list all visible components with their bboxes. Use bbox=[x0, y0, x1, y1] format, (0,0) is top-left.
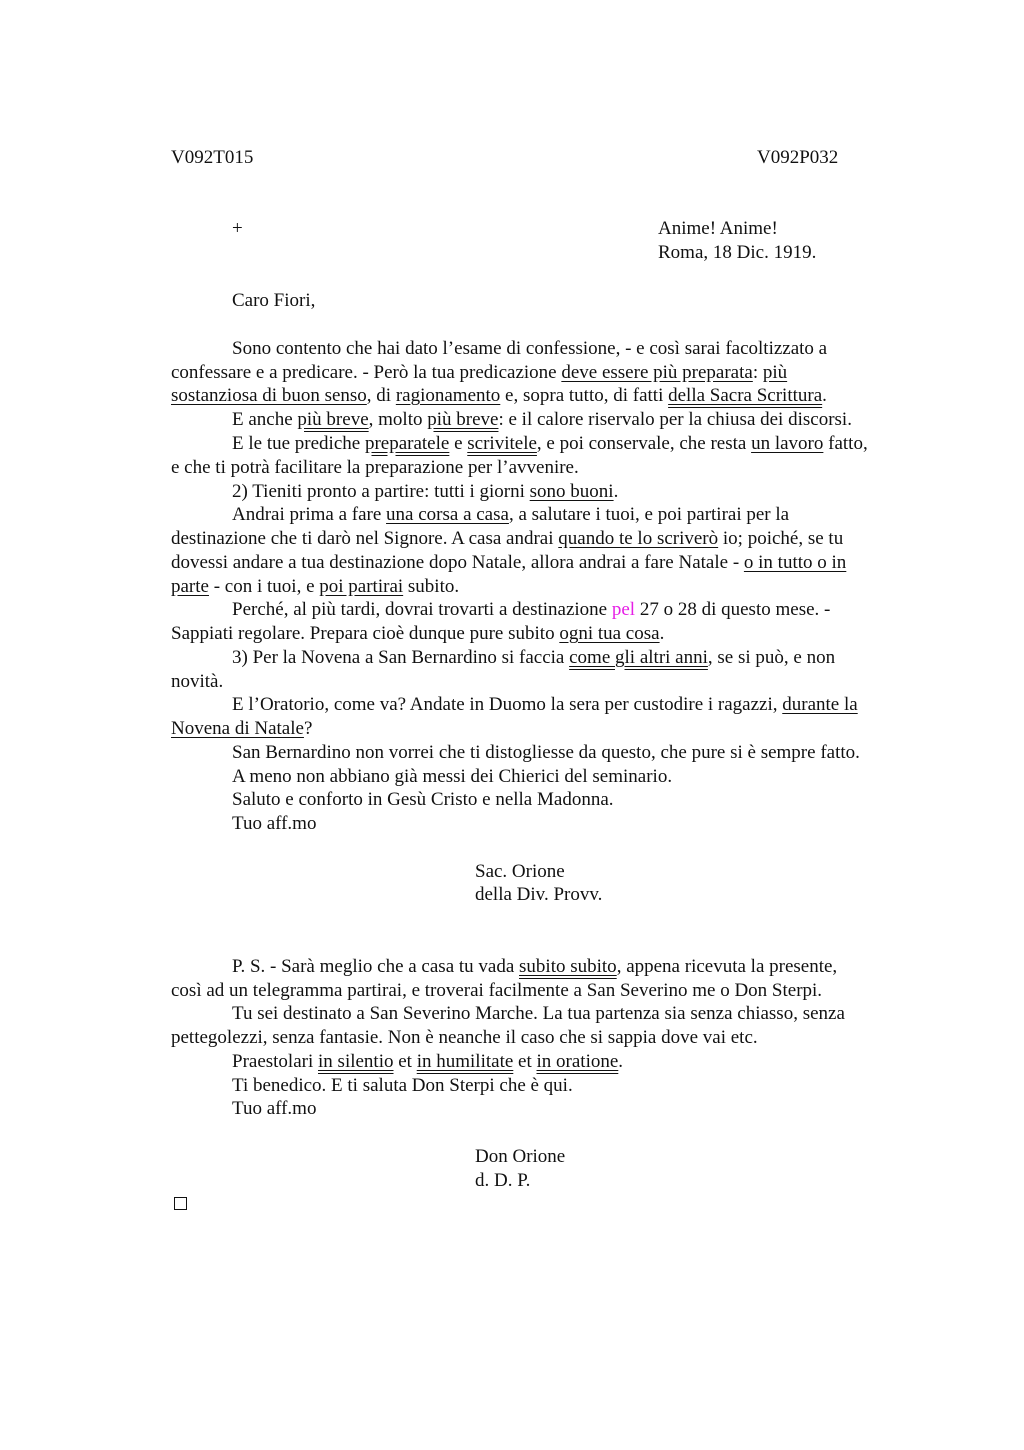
body-line: E anche più breve, molto più breve: e il calore riservalo per la chiusa dei discorsi. bbox=[232, 409, 852, 430]
body-line: E le tue prediche preparatele e scrivitele, e poi conservale, che resta un lavoro fatto, bbox=[232, 433, 868, 454]
body-line: Andrai prima a fare una corsa a casa, a salutare i tuoi, e poi partirai per la bbox=[232, 504, 790, 525]
signature2-title: d. D. P. bbox=[475, 1170, 531, 1191]
postscript-line: così ad un telegramma partirai, e troverai facilmente a San Severino me o Don Sterpi. bbox=[171, 980, 823, 1001]
end-square-mark bbox=[174, 1197, 187, 1210]
body-line: confessare e a predicare. - Però la tua predicazione deve essere più preparata: più bbox=[171, 362, 788, 383]
body-line: destinazione che ti darò nel Signore. A casa andrai quando te lo scriverò io; poiché, se tu bbox=[171, 528, 844, 549]
body-line: 2) Tieniti pronto a partire: tutti i giorni sono buoni. bbox=[232, 481, 619, 502]
body-line: dovessi andare a tua destinazione dopo Natale, allora andrai a fare Natale - o in tutto o in bbox=[171, 552, 847, 573]
highlighted-word: pel bbox=[611, 599, 636, 620]
body-line: Perché, al più tardi, dovrai trovarti a destinazione pel 27 o 28 di questo mese. - bbox=[232, 599, 831, 620]
body-line: San Bernardino non vorrei che ti distogliesse da questo, che pure si è sempre fatto. bbox=[232, 742, 860, 763]
postscript-line: Tu sei destinato a San Severino Marche. La tua partenza sia senza chiasso, senza bbox=[232, 1003, 845, 1024]
body-line: Novena di Natale? bbox=[171, 718, 313, 739]
signature-title: della Div. Provv. bbox=[475, 884, 603, 905]
signature-name: Sac. Orione bbox=[475, 861, 565, 882]
salutation: Caro Fiori, bbox=[232, 290, 316, 311]
postscript-closing: Tuo aff.mo bbox=[232, 1098, 317, 1119]
postscript-line: Ti benedico. E ti saluta Don Sterpi che è qui. bbox=[232, 1075, 573, 1096]
signature2-name: Don Orione bbox=[475, 1146, 566, 1167]
cross-mark: + bbox=[232, 218, 243, 239]
body-line: parte - con i tuoi, e poi partirai subito. bbox=[171, 576, 460, 597]
body-line: novità. bbox=[171, 671, 224, 692]
body-line: Saluto e conforto in Gesù Cristo e nella Madonna. bbox=[232, 789, 614, 810]
body-line: 3) Per la Novena a San Bernardino si faccia come gli altri anni, se si può, e non bbox=[232, 647, 836, 668]
document-code-left: V092T015 bbox=[171, 147, 254, 168]
closing: Tuo aff.mo bbox=[232, 813, 317, 834]
body-line: Sono contento che hai dato l’esame di confessione, - e così sarai facoltizzato a bbox=[232, 338, 828, 359]
body-line: sostanziosa di buon senso, di ragionamento e, sopra tutto, di fatti della Sacra Scrittura. bbox=[171, 385, 827, 406]
postscript-line: Praestolari in silentio et in humilitate et in oratione. bbox=[232, 1051, 624, 1072]
place-date: Roma, 18 Dic. 1919. bbox=[658, 242, 817, 263]
motto: Anime! Anime! bbox=[658, 218, 778, 239]
body-line: E l’Oratorio, come va? Andate in Duomo la sera per custodire i ragazzi, durante la bbox=[232, 694, 858, 715]
postscript-line: P. S. - Sarà meglio che a casa tu vada subito subito, appena ricevuta la presente, bbox=[232, 956, 838, 977]
document-code-right: V092P032 bbox=[757, 147, 839, 168]
body-line: A meno non abbiano già messi dei Chierici del seminario. bbox=[232, 766, 673, 787]
body-line: Sappiati regolare. Prepara cioè dunque pure subito ogni tua cosa. bbox=[171, 623, 665, 644]
body-line: e che ti potrà facilitare la preparazione per l’avvenire. bbox=[171, 457, 579, 478]
postscript-line: pettegolezzi, senza fantasie. Non è neanche il caso che si sappia dove vai etc. bbox=[171, 1027, 758, 1048]
